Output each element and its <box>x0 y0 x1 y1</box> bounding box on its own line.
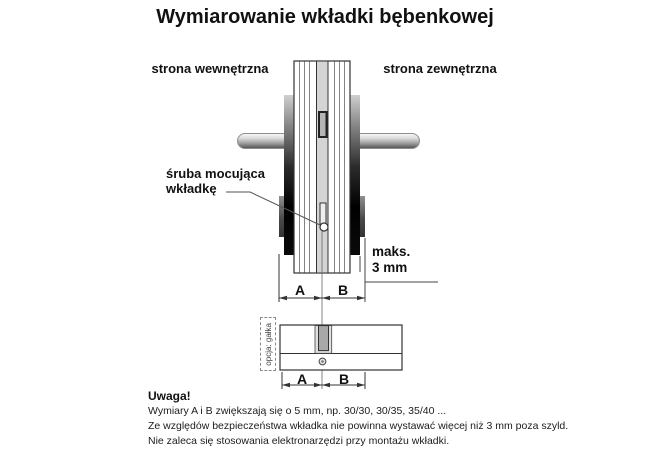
note-line: Ze względów bezpieczeństwa wkładka nie powinna wystawać więcej niż 3 mm poza szyld. <box>148 420 569 432</box>
knob-option-label: opcja: gałka <box>263 322 273 366</box>
note-line: Wymiary A i B zwiększają się o 5 mm, np. 30/30, 30/35, 35/40 ... <box>148 405 447 417</box>
keyway-lower <box>320 203 326 224</box>
fixing-screw <box>320 223 328 231</box>
fixing-screw-label-line2: wkładkę <box>166 181 217 196</box>
dimension-a-lower-label: A <box>296 371 308 387</box>
outer-side-label: strona zewnętrzna <box>383 61 497 76</box>
fixing-screw-label <box>166 166 286 196</box>
dimension-b-lower-label: B <box>338 371 350 387</box>
max-protrusion-label-line2: 3 mm <box>372 260 408 275</box>
keyway-upper <box>319 112 327 137</box>
page-title: Wymiarowanie wkładki bębenkowej <box>156 6 494 28</box>
fixing-screw-label-line1: śruba mocująca <box>166 166 265 181</box>
dimension-a-upper-label: A <box>294 282 306 298</box>
note-line: Nie zaleca się stosowania elektronarzędzi przy montażu wkładki. <box>148 435 450 447</box>
cylinder-profile-drawing <box>280 325 402 370</box>
max-protrusion-label <box>372 244 410 276</box>
max-protrusion-label-line1: maks. <box>372 244 411 259</box>
fixing-screw-hole-center <box>321 360 324 363</box>
notes-block <box>148 404 618 449</box>
dimension-b-upper-label: B <box>337 282 349 298</box>
inner-side-label: strona wewnętrzna <box>151 61 269 76</box>
notes-heading: Uwaga! <box>148 389 191 403</box>
cam-block <box>319 326 329 351</box>
knob-option-box <box>260 317 276 371</box>
